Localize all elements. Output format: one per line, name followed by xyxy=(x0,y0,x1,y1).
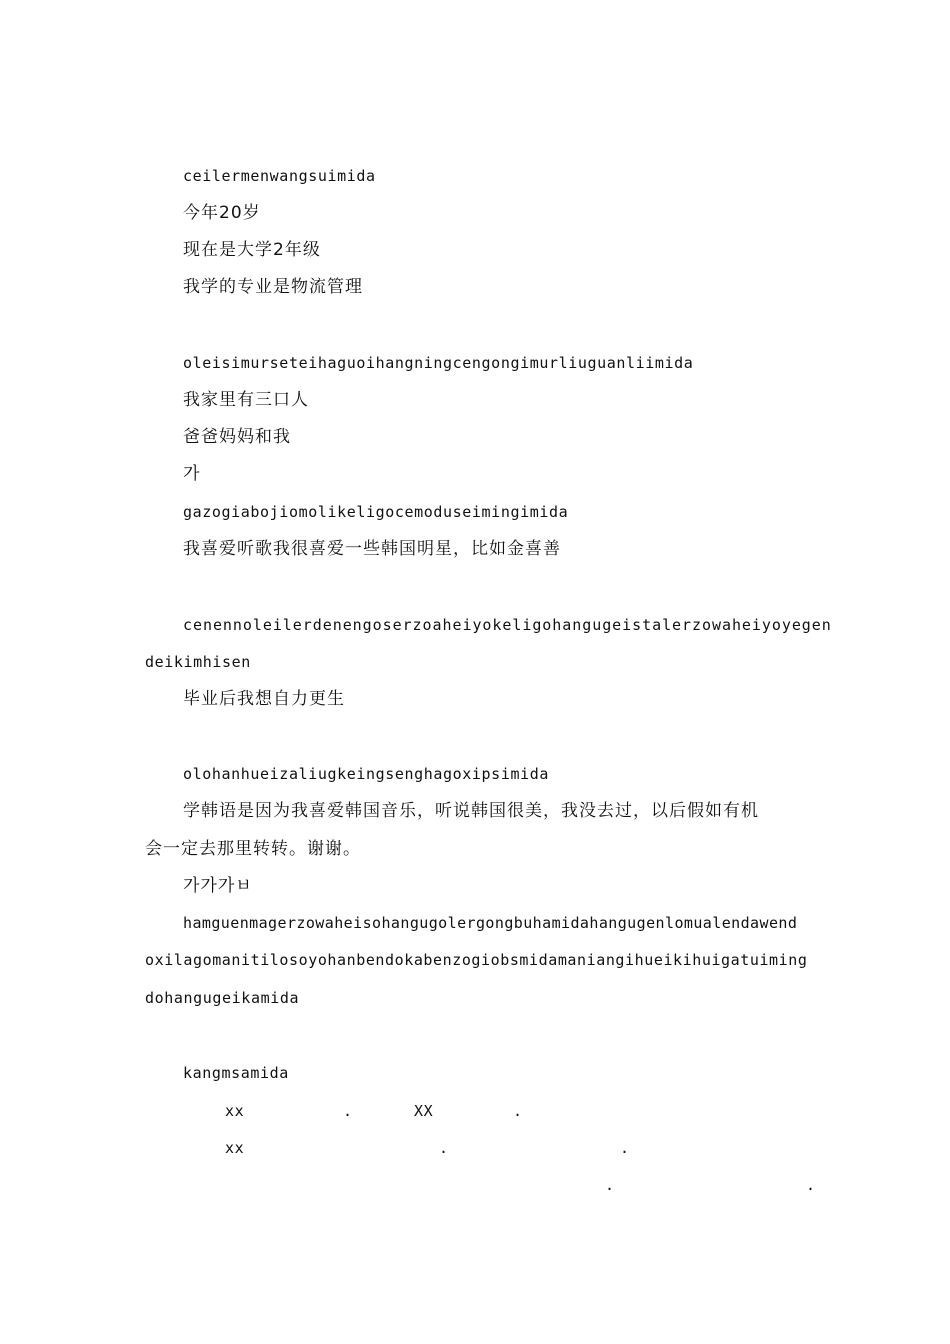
signature-name-2: XX xyxy=(414,1102,434,1120)
signature-dot-4: . xyxy=(620,1139,630,1157)
text-line-19: oxilagomanitilosoyohanbendokabenzogiobsmidamaniangihueikihuigatuiming xyxy=(145,951,808,969)
text-line-21: kangmsamida xyxy=(183,1064,289,1082)
text-line-6: 我家里有三口人 xyxy=(183,390,309,410)
text-line-1: ceilermenwangsuimida xyxy=(183,167,376,185)
text-line-17: 가가가ㅂ xyxy=(183,876,253,896)
text-line-20: dohangugeikamida xyxy=(145,989,300,1007)
text-line-4: 我学的专业是物流管理 xyxy=(183,277,363,297)
text-line-7: 爸爸妈妈和我 xyxy=(183,427,291,447)
signature-dot-2: . xyxy=(513,1102,523,1120)
signature-dot-3: . xyxy=(439,1139,449,1157)
text-line-12: deikimhisen xyxy=(145,653,251,671)
text-line-13: 毕业后我想自力更生 xyxy=(183,689,345,709)
text-line-15: 学韩语是因为我喜爱韩国音乐，听说韩国很美，我没去过，以后假如有机 xyxy=(183,801,759,821)
text-line-16: 会一定去那里转转。谢谢。 xyxy=(145,839,361,859)
text-line-2: 今年20岁 xyxy=(183,203,261,223)
text-line-5: oleisimurseteihaguoihangningcengongimurliuguanliimida xyxy=(183,354,694,372)
text-line-8: 가 xyxy=(183,464,201,484)
text-line-11: cenennoleilerdenengoserzoaheiyokeligohangugeistalerzowaheiyoyegen xyxy=(183,616,832,634)
signature-dot-5: . xyxy=(605,1176,615,1194)
text-line-3: 现在是大学2年级 xyxy=(183,240,321,260)
text-line-18: hamguenmagerzowaheisohangugolergongbuhamidahangugenlomualendawend xyxy=(183,914,798,932)
signature-dot-1: . xyxy=(343,1102,353,1120)
signature-name-3: xx xyxy=(225,1139,245,1157)
text-line-9: gazogiabojiomolikeligocemoduseimingimida xyxy=(183,503,569,521)
signature-name-1: xx xyxy=(225,1102,245,1120)
text-line-14: olohanhueizaliugkeingsenghagoxipsimida xyxy=(183,765,549,783)
signature-dot-6: . xyxy=(806,1176,816,1194)
text-line-10: 我喜爱听歌我很喜爱一些韩国明星，比如金喜善 xyxy=(183,539,561,559)
